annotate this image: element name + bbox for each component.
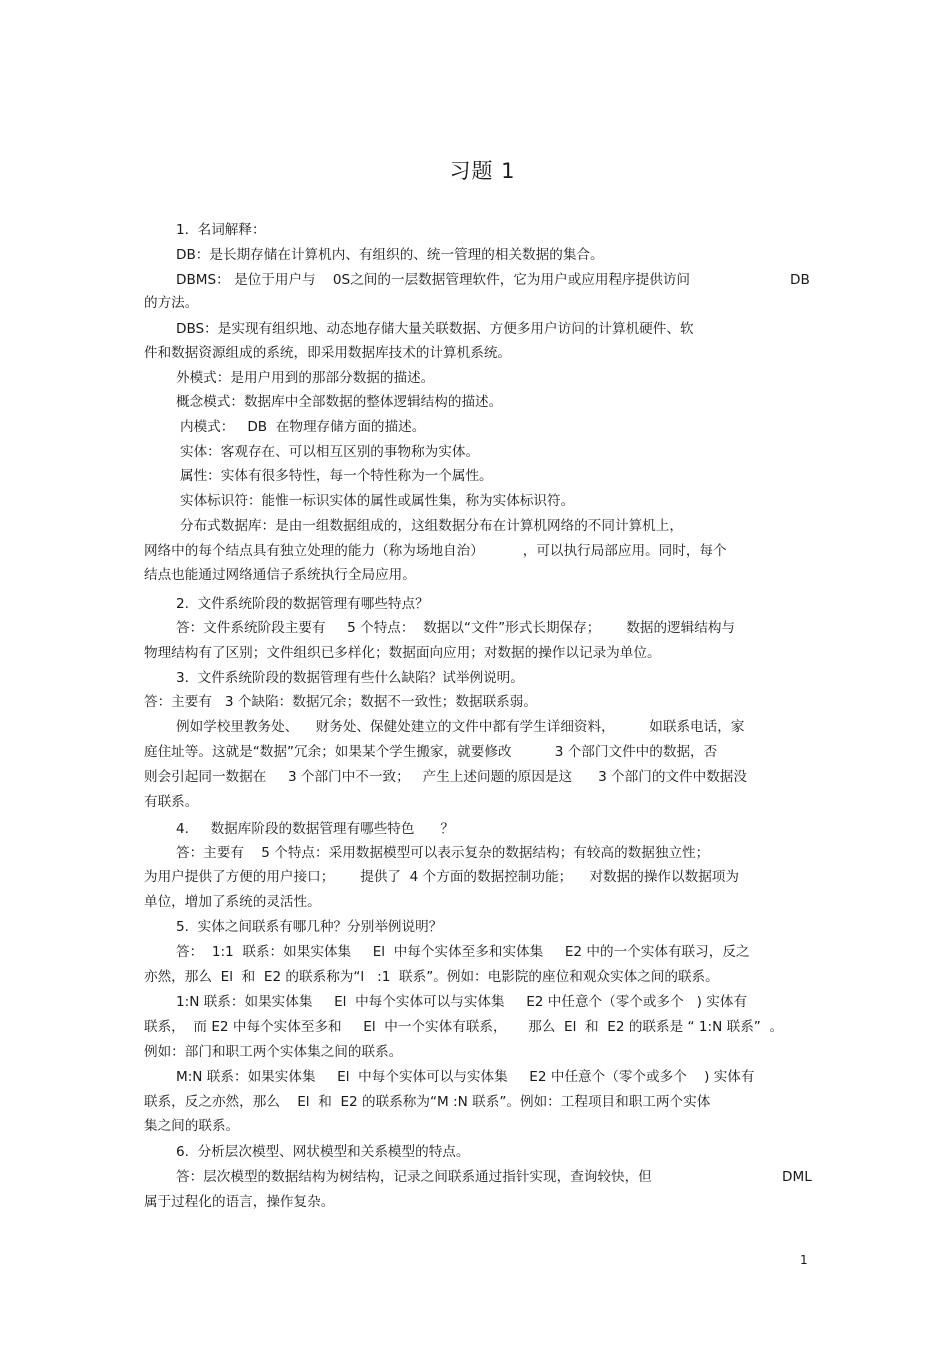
def-attribute: 属性：实体有很多特性，每一个特性称为一个属性。 xyxy=(180,468,493,484)
answer-3-example-cont3: 有联系。 xyxy=(144,794,199,810)
answer-2: 答：文件系统阶段主要有 5 个特点： 数据以“文件”形式长期保存； 数据的逻辑结构与 xyxy=(176,620,736,636)
answer-5-MtoN: M:N 联系：如果实体集 El 中每个实体可以与实体集 E2 中任意个（零个或多个 ) 实体有 xyxy=(176,1069,755,1085)
question-5-heading: 5. 实体之间联系有哪几种？分别举例说明？ xyxy=(176,919,443,935)
answer-5-1to1-cont: 亦然，那么 El 和 E2 的联系称为“l :1 联系”。例如：电影院的座位和观众实体之间的联系。 xyxy=(144,969,719,985)
question-2-heading: 2. 文件系统阶段的数据管理有哪些特点？ xyxy=(176,596,429,612)
answer-3-example-cont1: 庭住址等。这就是“数据”冗余；如果某个学生搬家，就要修改 3 个部门文件中的数据，否 xyxy=(144,744,718,760)
def-dbms-tail: DB xyxy=(790,272,810,288)
answer-5-MtoN-cont1: 联系，反之亦然，那么 El 和 E2 的联系称为“M :N 联系”。例如：工程项目和职工两个实体 xyxy=(144,1094,711,1110)
def-entity-identifier: 实体标识符：能惟一标识实体的属性或属性集，称为实体标识符。 xyxy=(180,493,575,509)
page-title: 习题 1 xyxy=(449,159,516,183)
def-dbs-cont: 件和数据资源组成的系统，即采用数据库技术的计算机系统。 xyxy=(144,345,512,361)
def-conceptual-schema: 概念模式：数据库中全部数据的整体逻辑结构的描述。 xyxy=(176,394,503,410)
def-internal-schema: 内模式： DB 在物理存储方面的描述。 xyxy=(180,419,426,435)
def-db: DB：是长期存储在计算机内、有组织的、统一管理的相关数据的集合。 xyxy=(176,247,604,263)
question-1-heading: 1. 名词解释： xyxy=(176,222,266,238)
def-dbms-cont: 的方法。 xyxy=(144,295,199,311)
answer-3-example: 例如学校里教务处、 财务处、保健处建立的文件中都有学生详细资料， 如联系电话，家 xyxy=(176,719,745,735)
def-external-schema: 外模式：是用户用到的那部分数据的描述。 xyxy=(176,370,435,386)
page-number: 1 xyxy=(800,1253,808,1267)
answer-6-tail: DML xyxy=(782,1169,812,1185)
question-3-heading: 3. 文件系统阶段的数据管理有些什么缺陷？试举例说明。 xyxy=(176,670,524,686)
def-distributed-db: 分布式数据库：是由一组数据组成的，这组数据分布在计算机网络的不同计算机上， xyxy=(180,518,683,534)
def-distributed-db-cont1: 网络中的每个结点具有独立处理的能力（称为场地自治） ，可以执行局部应用。同时，每个 xyxy=(144,543,727,559)
answer-5-1to1: 答： 1:1 联系：如果实体集 El 中每个实体至多和实体集 E2 中的一个实体有联习，反之 xyxy=(176,944,750,960)
answer-6: 答：层次模型的数据结构为树结构，记录之间联系通过指针实现，查询较快，但 xyxy=(176,1169,652,1185)
answer-6-cont: 属于过程化的语言，操作复杂。 xyxy=(144,1194,335,1210)
answer-5-1toN-cont1: 联系， 而 E2 中每个实体至多和 El 中一个实体有联系， 那么 El 和 E2 的联系是 “ 1:N 联系” 。 xyxy=(144,1019,784,1035)
answer-5-MtoN-cont2: 集之间的联系。 xyxy=(144,1118,240,1134)
answer-3-example-cont2: 则会引起同一数据在 3 个部门中不一致； 产生上述问题的原因是这 3 个部门的文件中数据没 xyxy=(144,769,747,785)
answer-2-cont: 物理结构有了区别；文件组织已多样化；数据面向应用；对数据的操作以记录为单位。 xyxy=(144,645,661,661)
question-4-heading: 4. 数据库阶段的数据管理有哪些特色 ？ xyxy=(176,821,455,837)
answer-4: 答：主要有 5 个特点：采用数据模型可以表示复杂的数据结构；有较高的数据独立性； xyxy=(176,845,710,861)
answer-4-cont2: 单位，增加了系统的灵活性。 xyxy=(144,894,321,910)
question-6-heading: 6. 分析层次模型、网状模型和关系模型的特点。 xyxy=(176,1144,470,1160)
answer-5-1toN-cont2: 例如：部门和职工两个实体集之间的联系。 xyxy=(144,1044,403,1060)
def-dbs: DBS：是实现有组织地、动态地存储大量关联数据、方便多用户访问的计算机硬件、软 xyxy=(176,321,694,337)
answer-5-1toN: 1:N 联系：如果实体集 El 中每个实体可以与实体集 E2 中任意个（零个或多个 ) 实体有 xyxy=(176,994,748,1010)
answer-3: 答：主要有 3 个缺陷：数据冗余；数据不一致性；数据联系弱。 xyxy=(144,694,537,710)
def-entity: 实体：客观存在、可以相互区别的事物称为实体。 xyxy=(180,444,480,460)
def-distributed-db-cont2: 结点也能通过网络通信子系统执行全局应用。 xyxy=(144,567,416,583)
answer-4-cont1: 为用户提供了方便的用户接口； 提供了 4 个方面的数据控制功能； 对数据的操作以数据项为 xyxy=(144,869,739,885)
def-dbms: DBMS： 是位于用户与 0S之间的一层数据管理软件，它为用户或应用程序提供访问 xyxy=(176,272,691,288)
